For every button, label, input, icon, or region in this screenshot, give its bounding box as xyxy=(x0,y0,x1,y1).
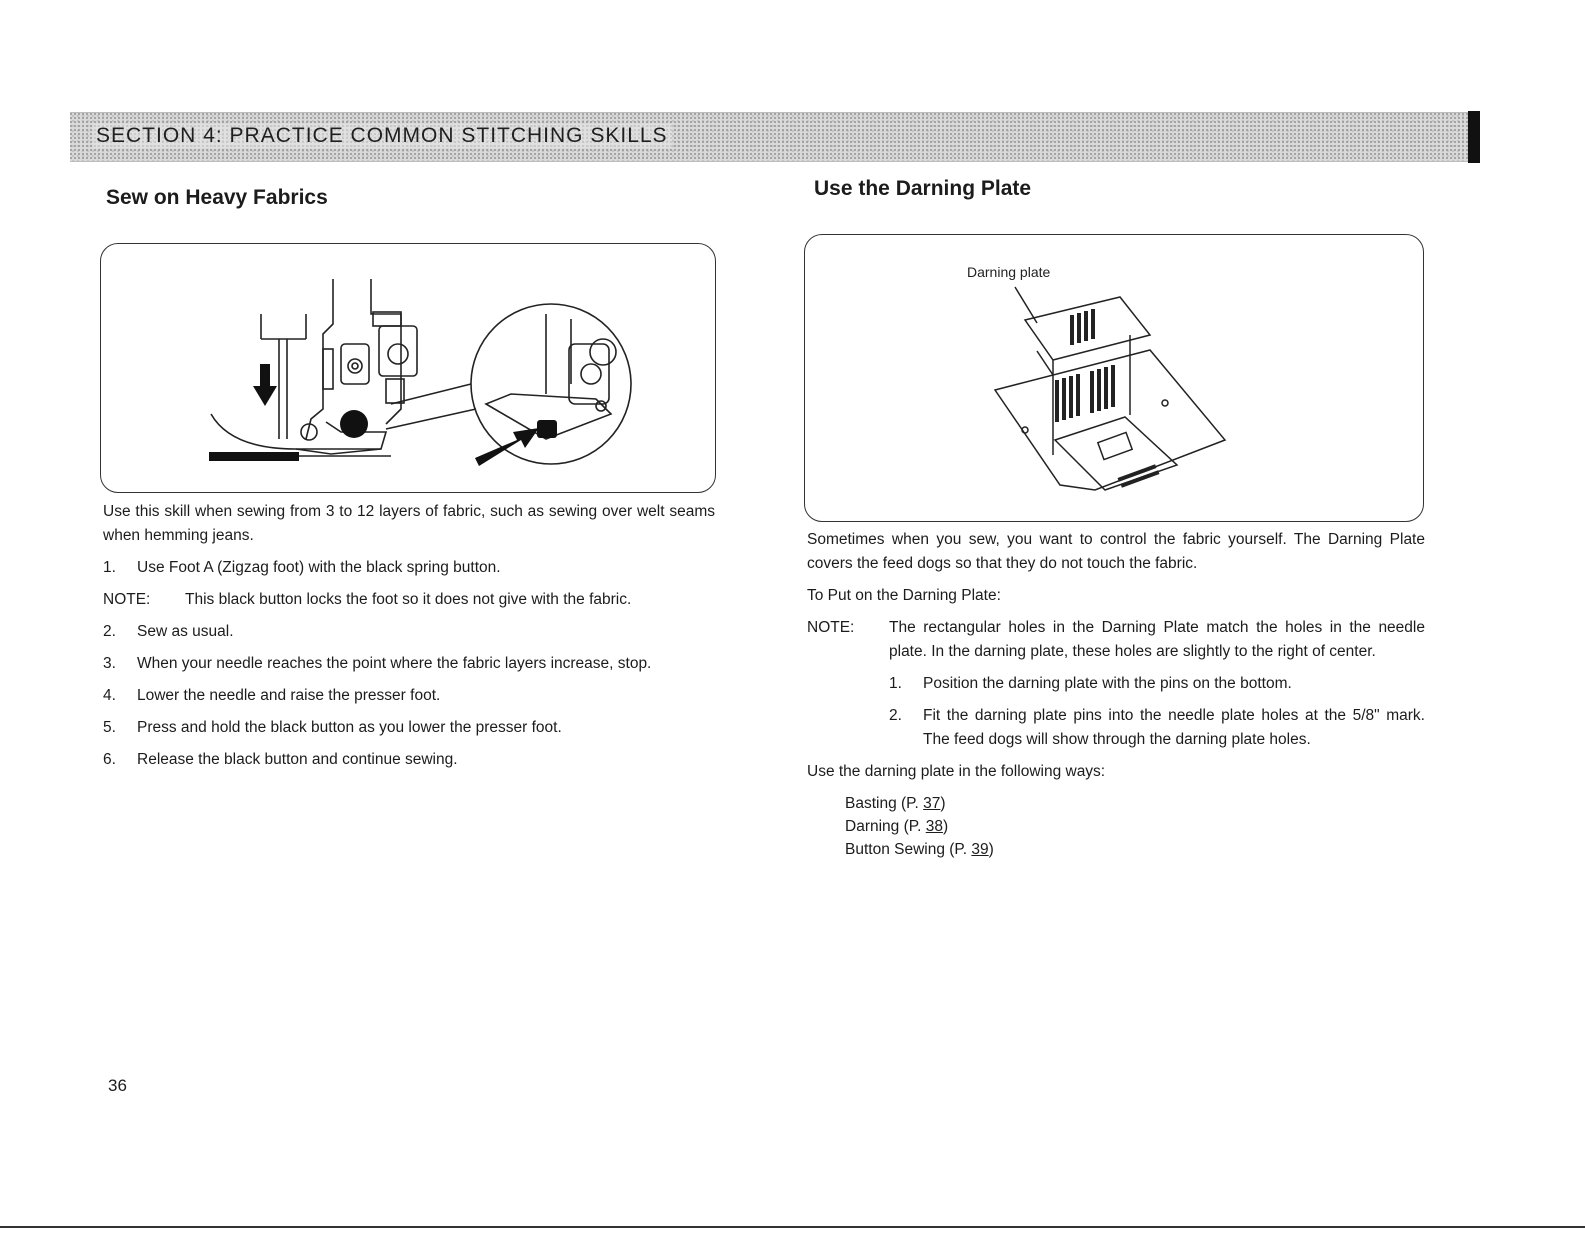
darning-plate-label: Darning plate xyxy=(967,264,1051,280)
step-number: 1. xyxy=(889,675,902,692)
note-label: NOTE: xyxy=(103,591,151,608)
use-close: ) xyxy=(942,818,949,835)
uses-list xyxy=(845,792,1425,861)
presser-foot-drawing xyxy=(101,244,715,492)
page-ref-link[interactable]: 38 xyxy=(925,818,943,835)
left-intro: Use this skill when sewing from 3 to 12 layers of fabric, such as sewing over welt seams when hemming jeans. xyxy=(103,503,715,544)
right-heading: Use the Darning Plate xyxy=(814,177,1032,200)
left-step-4 xyxy=(103,684,715,708)
use-close: ) xyxy=(940,795,946,812)
left-note xyxy=(103,588,715,612)
right-intro: Sometimes when you sew, you want to control the fabric yourself. The Darning Plate covers the feed dogs so that they do not touch the fabric. xyxy=(807,531,1425,572)
step-text: Press and hold the black button as you lower the presser foot. xyxy=(137,719,562,736)
note-text: This black button locks the foot so it does not give with the fabric. xyxy=(185,591,632,608)
step-number: 4. xyxy=(103,687,116,704)
use-label: Basting (P. xyxy=(845,795,924,812)
step-number: 6. xyxy=(103,751,116,768)
use-item-basting xyxy=(845,792,1425,815)
bottom-rule xyxy=(0,1226,1585,1228)
step-number: 3. xyxy=(103,655,116,672)
page-ref-link[interactable]: 39 xyxy=(971,841,989,858)
use-label: Darning (P. xyxy=(845,818,926,835)
left-step-5 xyxy=(103,716,715,740)
step-text: Fit the darning plate pins into the needle plate holes at the 5/8" mark. The feed dogs will show through the darning plate holes. xyxy=(923,707,1425,748)
right-step-2 xyxy=(889,704,1425,752)
right-step-1 xyxy=(889,672,1425,696)
use-item-button-sewing xyxy=(845,838,1425,861)
use-label: Button Sewing (P. xyxy=(845,841,972,858)
left-step-6 xyxy=(103,748,715,772)
left-step-1 xyxy=(103,556,715,580)
section-tab-marker xyxy=(1468,111,1480,163)
page-number: 36 xyxy=(108,1076,127,1095)
step-text: Position the darning plate with the pins on the bottom. xyxy=(923,675,1292,692)
darning-plate-drawing xyxy=(805,235,1423,521)
note-text: The rectangular holes in the Darning Plate match the holes in the needle plate. In the darning plate, these holes are slightly to the right of center. xyxy=(889,619,1425,660)
step-number: 5. xyxy=(103,719,116,736)
step-number: 2. xyxy=(889,707,902,724)
right-note xyxy=(807,616,1425,664)
step-text: Release the black button and continue sewing. xyxy=(137,751,458,768)
right-body xyxy=(807,528,1425,861)
step-text: Lower the needle and raise the presser foot. xyxy=(137,687,441,704)
use-item-darning xyxy=(845,815,1425,838)
note-label: NOTE: xyxy=(807,619,855,636)
darning-plate-illustration xyxy=(804,234,1424,522)
put-on-heading: To Put on the Darning Plate: xyxy=(807,587,1001,604)
step-text: When your needle reaches the point where the fabric layers increase, stop. xyxy=(137,655,652,672)
left-step-2 xyxy=(103,620,715,644)
left-heading: Sew on Heavy Fabrics xyxy=(106,186,328,209)
step-number: 1. xyxy=(103,559,116,576)
section-title: SECTION 4: PRACTICE COMMON STITCHING SKILLS xyxy=(92,124,672,148)
left-step-3 xyxy=(103,652,715,676)
left-body xyxy=(103,500,715,780)
step-text: Sew as usual. xyxy=(137,623,234,640)
section-banner xyxy=(70,112,1470,162)
page-ref-link[interactable]: 37 xyxy=(923,795,941,812)
step-number: 2. xyxy=(103,623,116,640)
heavy-fabric-illustration xyxy=(100,243,716,493)
right-steps xyxy=(889,672,1425,752)
step-text: Use Foot A (Zigzag foot) with the black spring button. xyxy=(137,559,501,576)
uses-heading: Use the darning plate in the following ways: xyxy=(807,763,1106,780)
use-close: ) xyxy=(988,841,994,858)
